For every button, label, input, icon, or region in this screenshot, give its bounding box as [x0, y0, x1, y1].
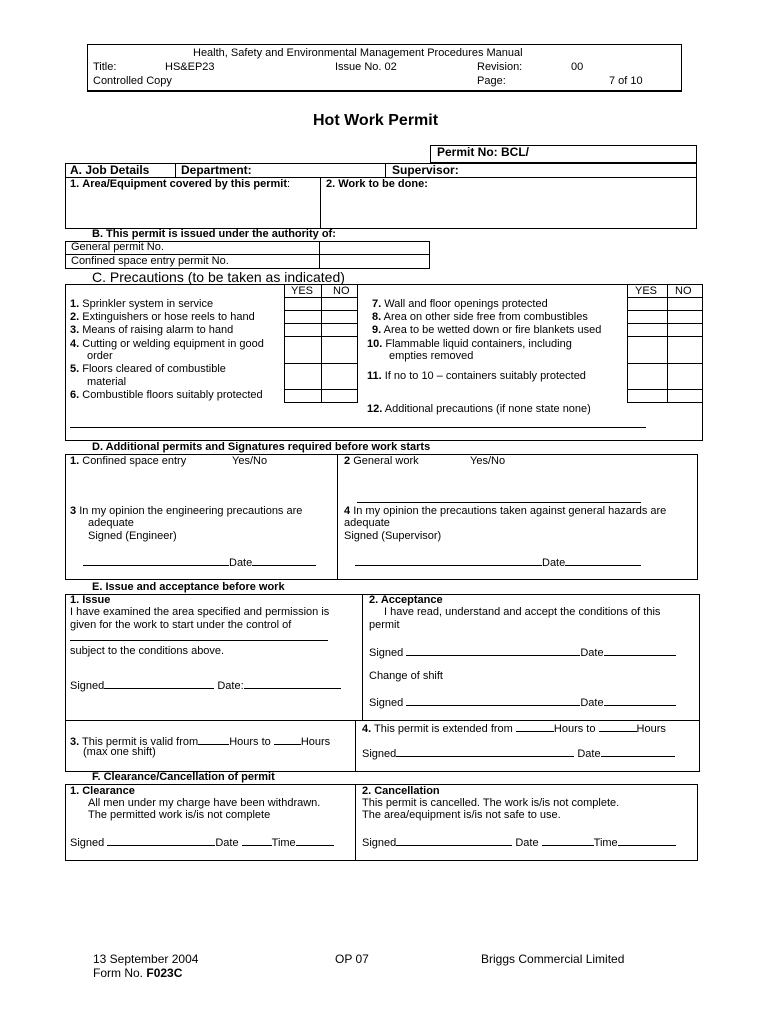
acceptance-text-1: I have read, understand and accept the conditions of this: [384, 606, 661, 618]
clearance-text-2: The permitted work is/is not complete: [88, 809, 271, 821]
section-e-heading: E. Issue and acceptance before work: [92, 581, 285, 593]
authority-col: [319, 241, 320, 269]
text: Cutting or welding equipment in good: [82, 338, 264, 350]
text: If no to 10 – containers suitably protected: [384, 370, 586, 382]
engineer-signed-label: Signed (Engineer): [88, 530, 177, 542]
text: In my opinion the precautions taken against general hazards are: [353, 505, 667, 517]
title-label: Title:: [93, 61, 117, 73]
job-details-label: A. Job Details: [70, 163, 150, 177]
num: 7.: [372, 298, 382, 310]
precaution-2: [70, 311, 255, 324]
permits-col: [337, 454, 338, 580]
c2-yes-box[interactable]: [284, 310, 322, 324]
num: 4: [344, 505, 351, 517]
confined-space-item: [70, 455, 186, 468]
acceptance-title: 2. Acceptance: [369, 594, 443, 606]
area-field-label[interactable]: [70, 178, 290, 191]
clearance-signature-line[interactable]: [70, 835, 334, 850]
form-number: F023C: [146, 966, 183, 980]
clearance-text-1: All men under my charge have been withdrawn.: [88, 797, 321, 809]
extended-from-line[interactable]: [362, 721, 666, 736]
issue-title: 1. Issue: [70, 594, 111, 606]
precaution-9: [372, 324, 601, 337]
c7-no-box[interactable]: [667, 297, 703, 311]
footer-form: [93, 966, 182, 980]
precaution-10-cont: empties removed: [389, 350, 474, 362]
text: General work: [353, 455, 419, 467]
precaution-5-cont: material: [87, 376, 127, 388]
precaution-1: [70, 298, 213, 311]
precaution-4-cont: order: [87, 350, 113, 362]
c12-no-box[interactable]: [667, 389, 703, 403]
permit-number-label: Permit No: BCL/: [437, 145, 530, 159]
confined-permit-label: Confined space entry permit No.: [71, 255, 229, 267]
area-text: Area/Equipment covered by this permit: [82, 178, 288, 190]
date-label: Date: [577, 748, 601, 760]
num: 4.: [70, 338, 80, 350]
date-label: Date: [229, 557, 253, 569]
c7-yes-box[interactable]: [627, 297, 668, 311]
num: 1.: [70, 455, 80, 467]
cancellation-text-2: The area/equipment is/is not safe to use.: [362, 809, 561, 821]
num: 6.: [70, 389, 80, 401]
control-of-line[interactable]: [70, 640, 328, 641]
text: Hours: [636, 723, 666, 735]
text: Wall and floor openings protected: [384, 298, 548, 310]
issue-number: Issue No. 02: [335, 61, 397, 73]
precaution-3: [70, 324, 233, 337]
num: 3: [70, 505, 77, 517]
signed-label: Signed: [369, 697, 404, 709]
job-details-col2: [385, 163, 386, 177]
c12-yes-box[interactable]: [627, 389, 668, 403]
cancellation-text-1: This permit is cancelled. The work is/is not complete.: [362, 797, 620, 809]
text: Floors cleared of combustible: [82, 363, 226, 375]
text: This permit is valid from: [82, 736, 199, 748]
supervisor-signature-line[interactable]: [355, 555, 641, 570]
title-value: HS&EP23: [165, 61, 215, 73]
supervisor-opinion: [344, 505, 666, 518]
change-of-shift-label: Change of shift: [369, 670, 443, 682]
c8-yes-box[interactable]: [627, 310, 668, 324]
precaution-5: [70, 363, 226, 376]
revision-value: 00: [571, 61, 584, 73]
c11-no-box[interactable]: [667, 363, 703, 390]
cancellation-title: 2. Cancellation: [362, 785, 440, 797]
c1-no-box[interactable]: [321, 297, 358, 311]
text: This permit is extended from: [374, 723, 513, 735]
num: 2: [344, 455, 351, 467]
date-label: Date: [515, 837, 539, 849]
c5-yes-box[interactable]: [284, 363, 322, 390]
text: Area to be wetted down or fire blankets used: [383, 324, 602, 336]
controlled-copy: Controlled Copy: [93, 75, 172, 87]
issue-signature-line[interactable]: [70, 678, 341, 693]
job-details-box: [65, 163, 697, 229]
text: Sprinkler system in service: [82, 298, 214, 310]
text: Hours to: [229, 736, 271, 748]
shift-signature-line[interactable]: [369, 695, 676, 710]
supervisor-signed-label: Signed (Supervisor): [344, 530, 442, 542]
area-num: 1.: [70, 178, 80, 190]
issue-col-bottom: [355, 720, 356, 772]
issue-text-3: subject to the conditions above.: [70, 645, 225, 657]
header-rule: [87, 90, 682, 91]
c10-yes-box[interactable]: [627, 336, 668, 364]
job-details-col3: [320, 177, 321, 229]
extended-signature-line[interactable]: [362, 746, 675, 761]
no-label-right: NO: [675, 285, 692, 297]
page-value: 7 of 10: [609, 75, 643, 87]
footer-company: Briggs Commercial Limited: [481, 952, 625, 966]
num: 2.: [70, 311, 80, 323]
footer-date: 13 September 2004: [93, 952, 199, 966]
num: 12.: [367, 403, 383, 415]
num: 8.: [372, 311, 382, 323]
time-label: Time: [593, 837, 618, 849]
c6-no-box[interactable]: [321, 389, 358, 403]
precaution-8: [372, 311, 588, 324]
no-label-left: NO: [333, 285, 350, 297]
num: 3.: [70, 324, 80, 336]
text: Means of raising alarm to hand: [82, 324, 234, 336]
c1-yes-box[interactable]: [284, 297, 322, 311]
issue-text-1: I have examined the area specified and permission is: [70, 606, 330, 618]
supervisor-opinion-cont: adequate: [344, 517, 390, 529]
additional-precautions-line[interactable]: [70, 427, 646, 428]
num: 9.: [372, 324, 382, 336]
text: In my opinion the engineering precautions are: [79, 505, 303, 517]
section-b-heading: B. This permit is issued under the authority of:: [92, 228, 336, 240]
c9-yes-box[interactable]: [627, 323, 668, 337]
footer-op: OP 07: [335, 952, 369, 966]
confined-space-yesno[interactable]: Yes/No: [232, 455, 268, 467]
section-d-heading: D. Additional permits and Signatures required before work starts: [92, 441, 431, 453]
text: Confined space entry: [82, 455, 187, 467]
cancellation-signature-line[interactable]: [362, 835, 676, 850]
text: Additional precautions (if none state none): [384, 403, 591, 415]
date-label: Date: [542, 557, 566, 569]
yes-label-left: YES: [291, 285, 314, 297]
text: Area on other side free from combustibles: [383, 311, 588, 323]
acceptance-signature-line[interactable]: [369, 645, 676, 660]
date-label: Date: [215, 837, 239, 849]
area-colon: :: [287, 178, 291, 190]
general-work-line[interactable]: [357, 502, 641, 503]
text: Extinguishers or hose reels to hand: [82, 311, 255, 323]
precaution-6: [70, 389, 263, 402]
department-label[interactable]: Department:: [181, 163, 252, 177]
issue-col-top: [362, 594, 363, 720]
signed-label: Signed: [362, 837, 397, 849]
section-f-heading: F. Clearance/Cancellation of permit: [92, 771, 275, 783]
form-label: Form No.: [93, 966, 144, 980]
signed-label: Signed: [70, 837, 105, 849]
text: Hours: [300, 736, 331, 748]
page-label: Page:: [477, 75, 506, 87]
date-label: Date: [580, 647, 604, 659]
yes-label-right: YES: [635, 285, 658, 297]
num: 5.: [70, 363, 80, 375]
work-field-label[interactable]: 2. Work to be done:: [326, 178, 428, 190]
general-work-item: [344, 455, 419, 468]
signed-label: Signed: [369, 647, 404, 659]
issue-text-2: given for the work to start under the control of: [70, 619, 292, 631]
clearance-col: [355, 784, 356, 861]
acceptance-text-2: permit: [369, 619, 400, 631]
num: 10.: [367, 338, 383, 350]
c9-no-box[interactable]: [667, 323, 703, 337]
revision-label: Revision:: [477, 61, 523, 73]
num: 3.: [70, 736, 80, 748]
text: Flammable liquid containers, including: [385, 338, 572, 350]
section-c-heading: C. Precautions (to be taken as indicated): [92, 269, 345, 285]
c3-no-box[interactable]: [321, 323, 358, 337]
precaution-12: [367, 403, 591, 416]
c11-yes-box[interactable]: [627, 363, 668, 390]
page-title: Hot Work Permit: [313, 112, 439, 129]
supervisor-label[interactable]: Supervisor:: [392, 163, 459, 177]
general-permit-label: General permit No.: [71, 241, 164, 253]
time-label: Time: [271, 837, 296, 849]
date-label: Date:: [217, 680, 244, 692]
date-label: Date: [580, 697, 604, 709]
general-work-yesno[interactable]: Yes/No: [470, 455, 506, 467]
num: 4.: [362, 723, 372, 735]
c2-no-box[interactable]: [321, 310, 358, 324]
num: 11.: [367, 370, 382, 382]
precaution-7: [372, 298, 548, 311]
engineer-signature-line[interactable]: [83, 555, 316, 570]
max-shift-note: (max one shift): [83, 746, 156, 758]
engineer-opinion-cont: adequate: [88, 517, 134, 529]
num: 1.: [70, 298, 80, 310]
c10-no-box[interactable]: [667, 336, 703, 364]
c4-no-box[interactable]: [321, 336, 358, 364]
c5-no-box[interactable]: [321, 363, 358, 390]
text: Combustible floors suitably protected: [82, 389, 263, 401]
c4-yes-box[interactable]: [284, 336, 322, 364]
manual-title: Health, Safety and Environmental Management Procedures Manual: [193, 47, 523, 59]
c6-yes-box[interactable]: [284, 389, 322, 403]
clearance-title: 1. Clearance: [70, 785, 135, 797]
signed-label: Signed: [70, 680, 105, 692]
signed-label: Signed: [362, 748, 397, 760]
job-details-col1: [175, 163, 176, 177]
text: Hours to: [553, 723, 596, 735]
c8-no-box[interactable]: [667, 310, 703, 324]
c3-yes-box[interactable]: [284, 323, 322, 337]
precaution-11: [367, 370, 586, 383]
